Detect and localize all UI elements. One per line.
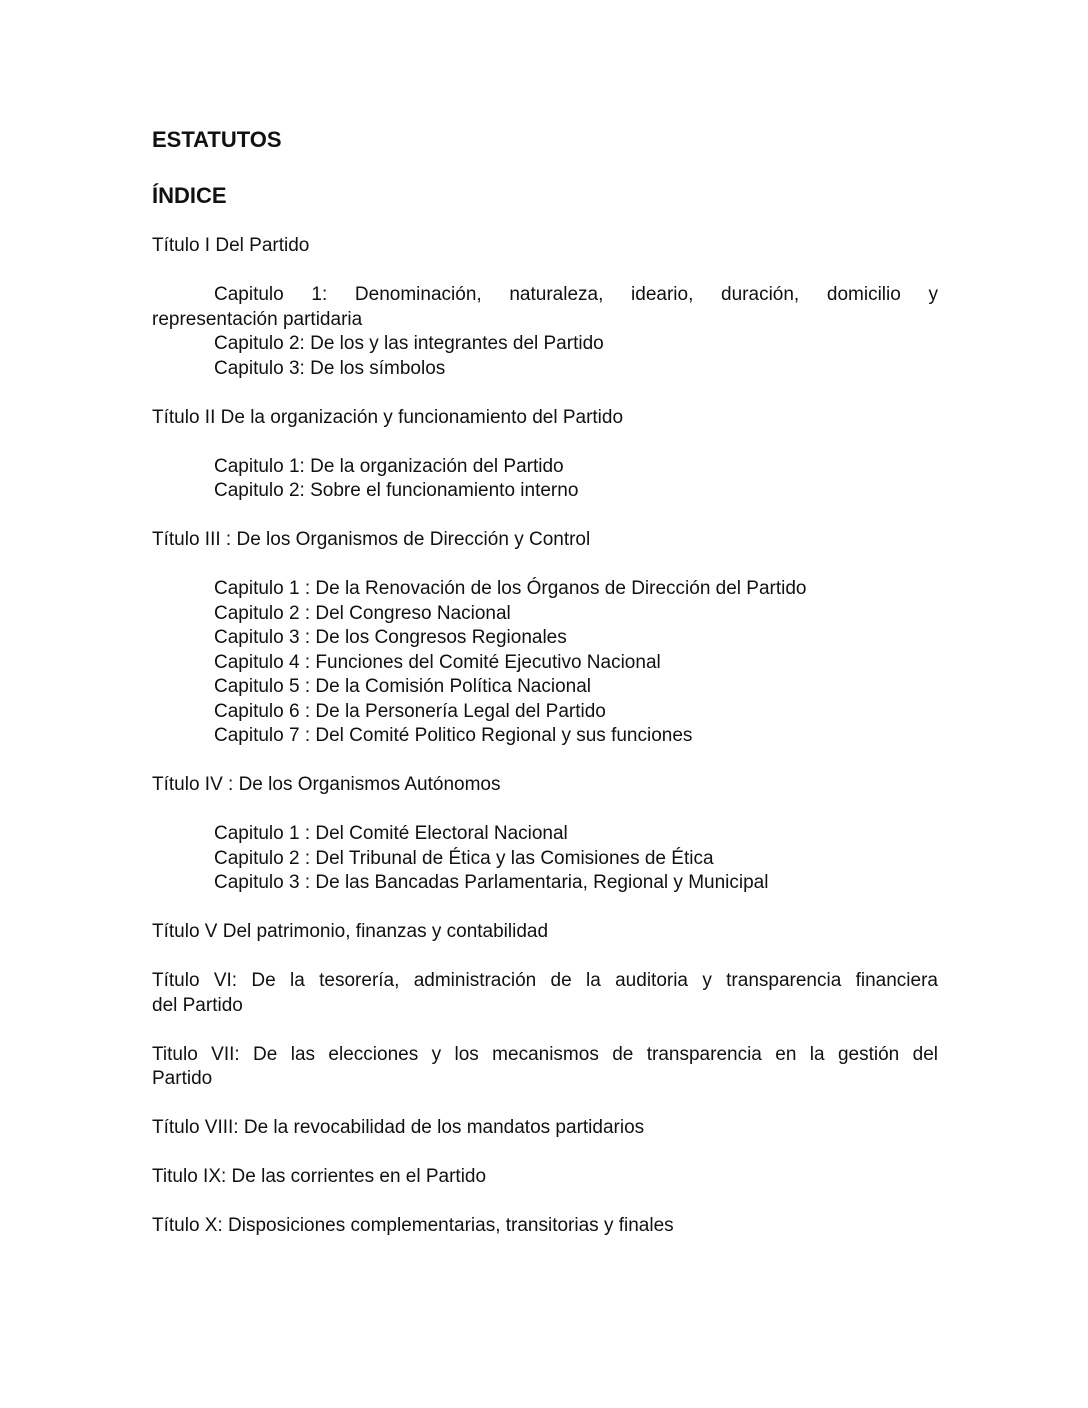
titulo-8: Título VIII: De la revocabilidad de los mandatos partidarios [152, 1117, 645, 1138]
titulo-1-capitulo-1-line-1: Capitulo 1: Denominación, naturaleza, ideario, duración, domicilio y [214, 284, 938, 305]
titulo-3-capitulo-1: Capitulo 1 : De la Renovación de los Órganos de Dirección del Partido [214, 578, 807, 599]
index-heading: ÍNDICE [152, 183, 227, 208]
titulo-2: Título II De la organización y funcionamiento del Partido [152, 406, 624, 428]
titulo-4-capitulo-2: Capitulo 2 : Del Tribunal de Ética y las Comisiones de Ética [214, 847, 714, 869]
titulo-3-capitulo-4: Capitulo 4 : Funciones del Comité Ejecutivo Nacional [214, 651, 661, 673]
titulo-7 [152, 1043, 938, 1092]
titulo-4-capitulo-3: Capitulo 3 : De las Bancadas Parlamentaria, Regional y Municipal [214, 872, 769, 893]
titulo-3-capitulo-5: Capitulo 5 : De la Comisión Política Nacional [214, 676, 592, 697]
titulo-3-capitulo-3: Capitulo 3 : De los Congresos Regionales [214, 627, 567, 648]
titulo-10: Título X: Disposiciones complementarias, transitorias y finales [152, 1215, 674, 1236]
titulo-1-capitulo-3: Capitulo 3: De los símbolos [214, 357, 446, 379]
titulo-2-capitulo-1: Capitulo 1: De la organización del Partido [214, 455, 564, 477]
titulo-4: Título IV : De los Organismos Autónomos [152, 774, 501, 795]
titulo-3-capitulo-6: Capitulo 6 : De la Personería Legal del Partido [214, 700, 606, 722]
titulo-1-chapters [152, 283, 938, 381]
titulo-6 [152, 969, 938, 1018]
titulo-2-capitulo-2: Capitulo 2: Sobre el funcionamiento interno [214, 480, 579, 501]
titulo-3-capitulo-2: Capitulo 2 : Del Congreso Nacional [214, 602, 511, 624]
titulo-4-capitulo-1: Capitulo 1 : Del Comité Electoral Nacional [214, 823, 568, 844]
titulo-1-capitulo-1 [152, 283, 938, 332]
titulo-1: Título I Del Partido [152, 235, 310, 256]
titulo-9: Titulo IX: De las corrientes en el Partido [152, 1166, 487, 1187]
titulo-3-chapters [152, 577, 938, 749]
titulo-4-chapters [152, 822, 938, 896]
titulo-6-line-1: Título VI: De la tesorería, administración de la auditoria y transparencia financiera [152, 970, 938, 991]
titulo-2-chapters [152, 455, 938, 504]
titulo-7-line-1: Titulo VII: De las elecciones y los mecanismos de transparencia en la gestión del [152, 1043, 938, 1065]
titulo-3-capitulo-7: Capitulo 7 : Del Comité Politico Regional y sus funciones [214, 725, 693, 746]
titulo-1-capitulo-2: Capitulo 2: De los y las integrantes del Partido [214, 333, 604, 354]
titulo-7-line-2: Partido [152, 1068, 213, 1089]
titulo-5: Título V Del patrimonio, finanzas y contabilidad [152, 921, 549, 942]
titulo-3: Título III : De los Organismos de Dirección y Control [152, 529, 591, 550]
titulo-6-line-2: del Partido [152, 994, 243, 1016]
document-content [152, 124, 938, 1239]
titulo-1-capitulo-1-line-2: representación partidaria [152, 308, 363, 330]
document-title: ESTATUTOS [152, 127, 282, 152]
